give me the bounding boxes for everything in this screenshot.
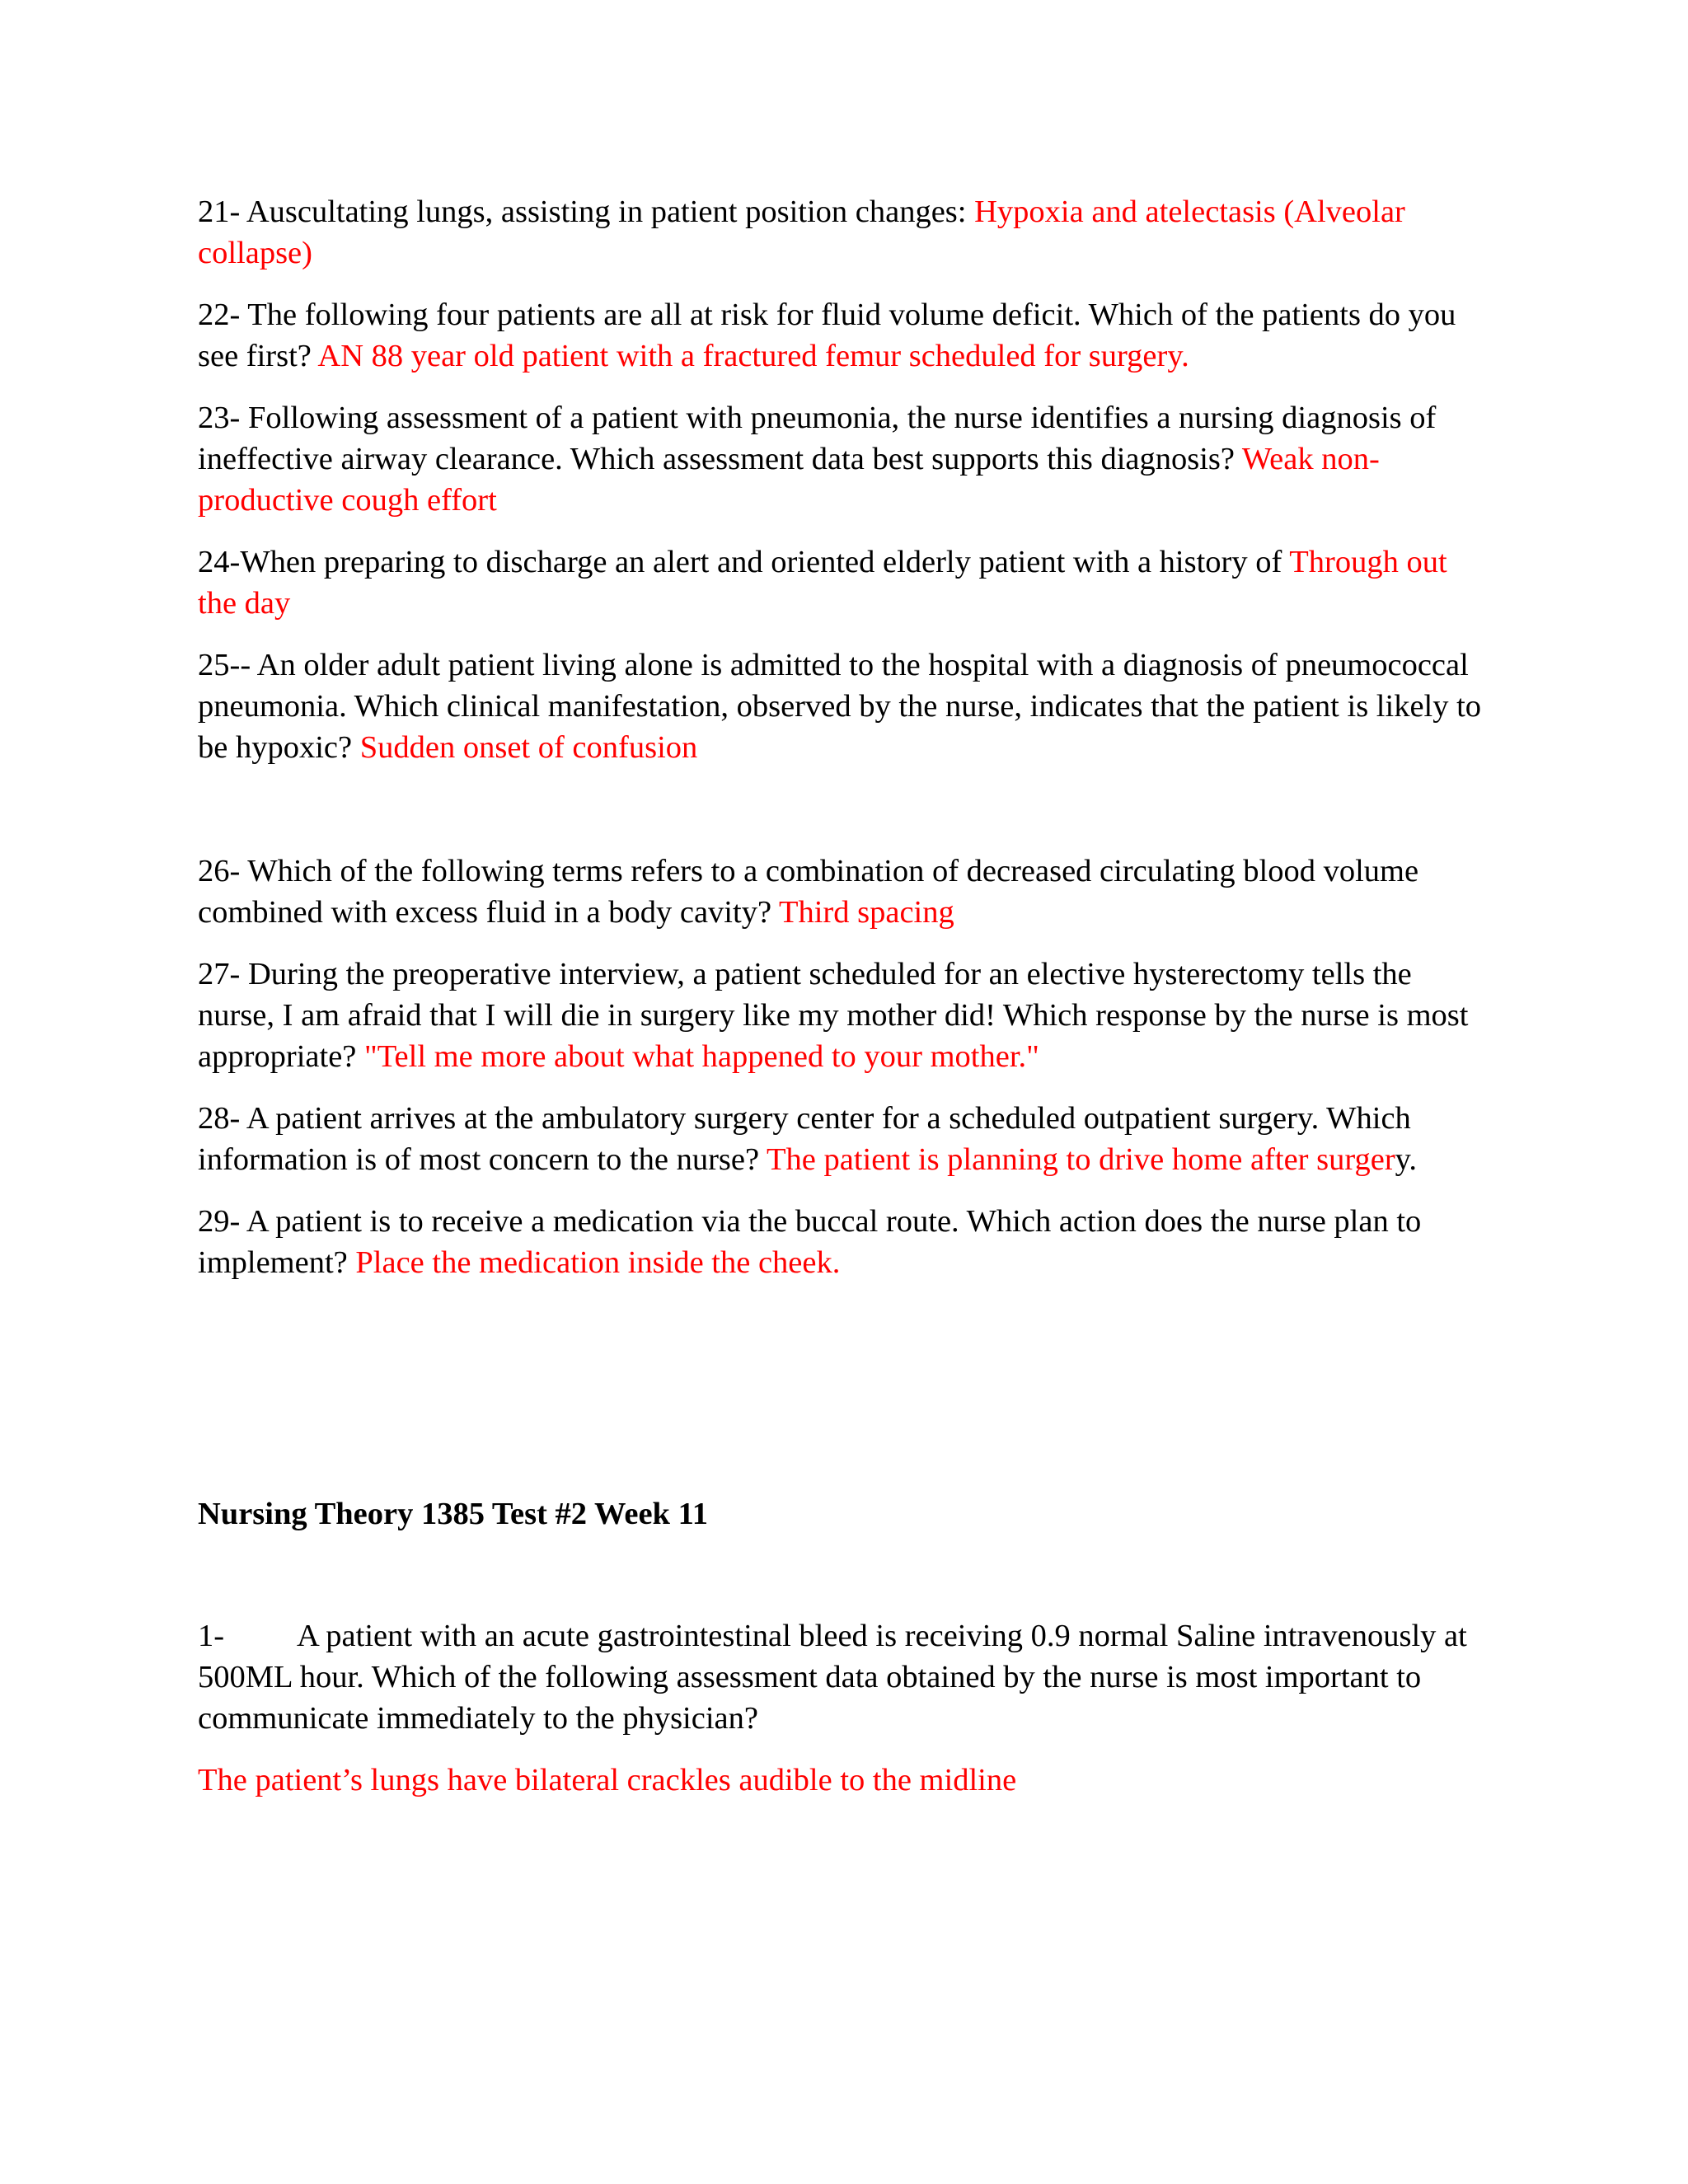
question-text: 22- The following four patients are all at risk for fluid volume deficit. Which of the patients do you see first? <box>198 298 1456 373</box>
spacer <box>198 789 1492 851</box>
spacer <box>198 1535 1492 1615</box>
question-text: 29- A patient is to receive a medication via the buccal route. Which action does the nurse plan to implement? <box>198 1204 1422 1280</box>
answer-text: Through out the day <box>198 545 1447 621</box>
question-25 <box>198 644 1492 768</box>
question-number: 1- <box>198 1619 225 1653</box>
question-text: 23- Following assessment of a patient with pneumonia, the nurse identifies a nursing diagnosis of ineffective airway clearance. Which assessment data best supports this diagnosis? <box>198 401 1437 476</box>
question-21 <box>198 191 1492 274</box>
document-content <box>198 191 1492 1821</box>
spacer <box>198 1304 1492 1493</box>
question-28 <box>198 1098 1492 1180</box>
question-text: 24-When preparing to discharge an alert and oriented elderly patient with a history of <box>198 545 1290 579</box>
question-1 <box>198 1615 1492 1739</box>
question-text: 25-- An older adult patient living alone is admitted to the hospital with a diagnosis of pneumococcal pneumonia. Which clinical manifestation, observed by the nurse, indicates that the patient is likely to be hypoxic? <box>198 648 1482 765</box>
question-22 <box>198 294 1492 377</box>
answer-text: AN 88 year old patient with a fractured femur scheduled for surgery. <box>317 339 1189 373</box>
question-26 <box>198 851 1492 933</box>
question-24 <box>198 541 1492 624</box>
question-text: 21- Auscultating lungs, assisting in patient position changes: <box>198 194 975 229</box>
section-heading: Nursing Theory 1385 Test #2 Week 11 <box>198 1497 708 1531</box>
question-tail-text: y. <box>1395 1142 1418 1177</box>
question-23 <box>198 397 1492 521</box>
answer-text: Sudden onset of confusion <box>359 730 698 765</box>
question-27 <box>198 954 1492 1077</box>
answer-text: The patient is planning to drive home after surger <box>767 1142 1395 1177</box>
answer-text: "Tell me more about what happened to your mother." <box>364 1039 1039 1074</box>
answer-1: The patient’s lungs have bilateral crackles audible to the midline <box>198 1763 1017 1797</box>
question-text: A patient with an acute gastrointestinal bleed is receiving 0.9 normal Saline intravenously at 500ML hour. Which of the following assessment data obtained by the nurse is most important to communicate immediately to the physician? <box>198 1619 1467 1736</box>
answer-text: Place the medication inside the cheek. <box>355 1245 841 1280</box>
question-text: 28- A patient arrives at the ambulatory surgery center for a scheduled outpatient surgery. Which information is of most concern to the nurse? <box>198 1101 1411 1177</box>
answer-text: Weak non-productive cough effort <box>198 442 1380 518</box>
question-text: 26- Which of the following terms refers to a combination of decreased circulating blood volume combined with excess fluid in a body cavity? <box>198 854 1419 930</box>
answer-text: Hypoxia and atelectasis (Alveolar collapse) <box>198 194 1405 270</box>
question-text: 27- During the preoperative interview, a patient scheduled for an elective hysterectomy tells the nurse, I am afraid that I will die in surgery like my mother did! Which response by the nurse is most appropriate? <box>198 957 1469 1074</box>
question-29 <box>198 1201 1492 1283</box>
answer-text: Third spacing <box>778 895 954 930</box>
